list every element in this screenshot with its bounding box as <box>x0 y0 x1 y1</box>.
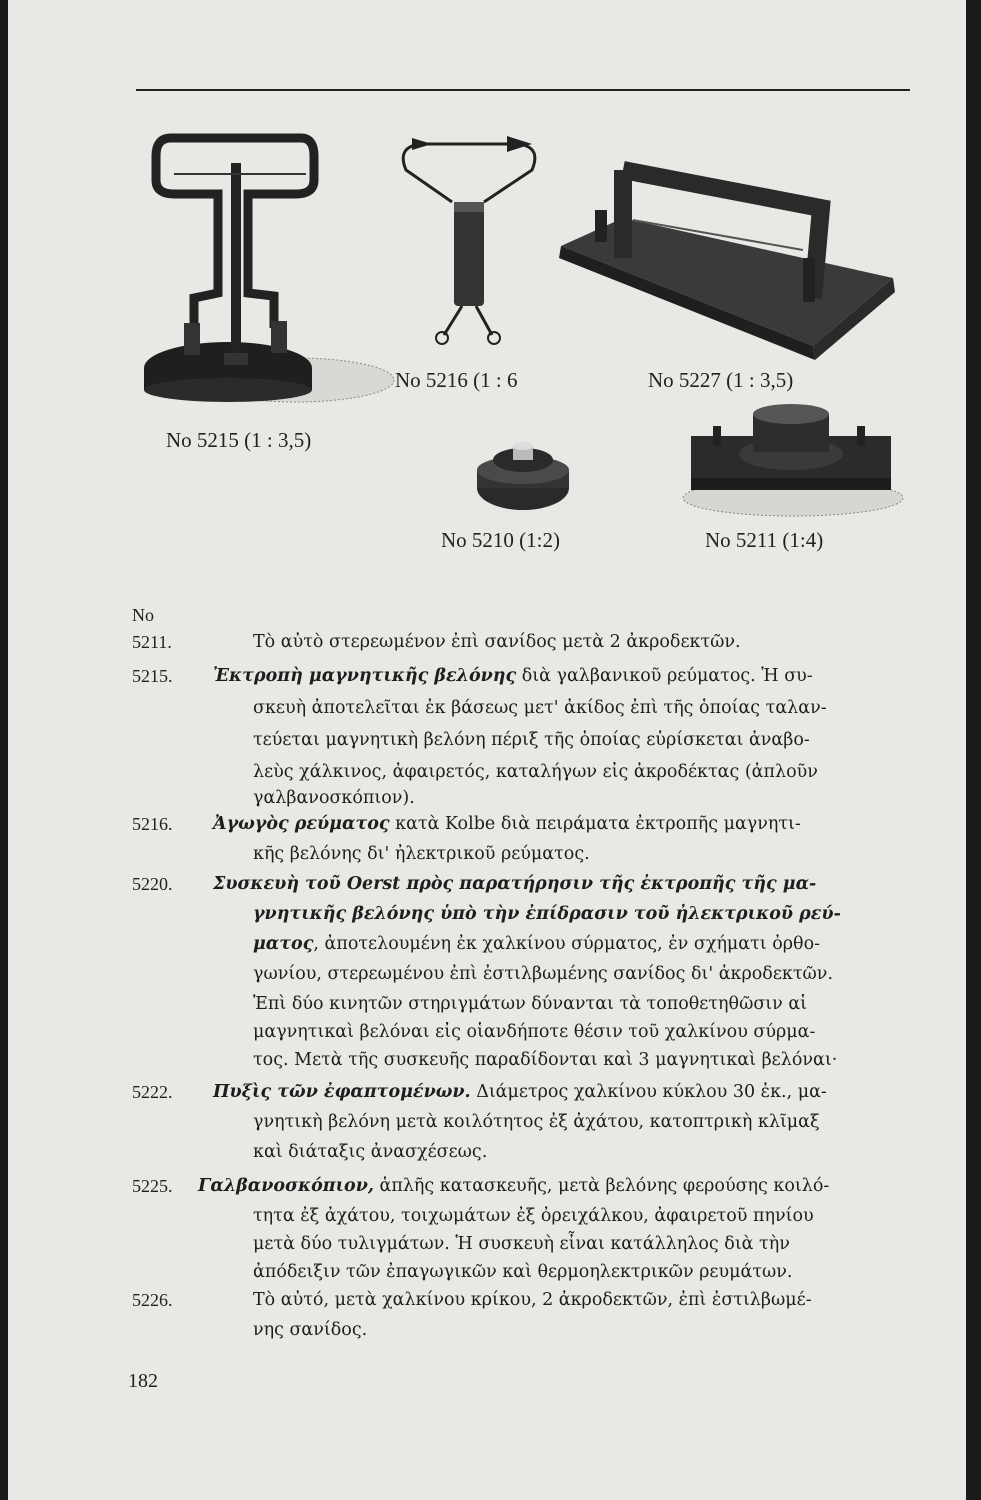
entry-line: Πυξὶς τῶν ἐφαπτομένων. Διάμετρος χαλκίνου κύκλου 30 ἐκ., μα- <box>213 1082 827 1102</box>
entry-line: Γαλβανοσκόπιον, ἁπλῆς κατασκευῆς, μετὰ βελόνης φερούσης κοιλό- <box>198 1176 830 1196</box>
entry-title: Γαλβανοσκόπιον, <box>198 1176 374 1196</box>
entry-line: Ἀγωγὸς ρεύματος κατὰ Kolbe διὰ πειράματα ἐκτροπῆς μαγνητι- <box>213 814 801 834</box>
figure-5210-illustration <box>473 436 573 516</box>
figure-5227-illustration <box>553 158 903 358</box>
entry-title: Πυξὶς τῶν ἐφαπτομένων. <box>213 1082 471 1102</box>
entry-line: τος. Μετὰ τῆς συσκευῆς παραδίδονται καὶ 3 μαγνητικαὶ βελόναι· <box>253 1050 838 1070</box>
entry-line: Τὸ αὐτὸ στερεωμένον ἐπὶ σανίδος μετὰ 2 ἀκροδεκτῶν. <box>253 632 741 652</box>
entry-number: 5211. <box>132 632 172 652</box>
entry-title: Ἐκτροπὴ μαγνητικῆς βελόνης <box>213 666 517 686</box>
entry-line: γνητικὴ βελόνη μετὰ κοιλότητος ἐξ ἀχάτου, κατοπτρικὴ κλῖμαξ <box>253 1112 820 1132</box>
entry-line: μετὰ δύο τυλιγμάτων. Ἡ συσκευὴ εἶναι κατάλληλος διὰ τὴν <box>253 1234 790 1254</box>
caption-5211: No 5211 (1:4) <box>705 528 824 552</box>
entry-line: τητα ἐξ ἀχάτου, τοιχωμάτων ἐξ ὀρειχάλκου, ἀφαιρετοῦ πηνίου <box>253 1206 814 1226</box>
entry-line: μαγνητικαὶ βελόναι εἰς οἱανδήποτε θέσιν τοῦ χαλκίνου σύρμα- <box>253 1022 816 1042</box>
entry-line: γωνίου, στερεωμένου ἐπὶ ἐστιλβωμένης σανίδος δι' ἀκροδεκτῶν. <box>253 964 834 984</box>
figure-5215-illustration <box>136 118 396 418</box>
figure-5216-illustration <box>392 130 552 355</box>
entry-line: γνητικῆς βελόνης ὑπὸ τὴν ἐπίδρασιν τοῦ ἠλεκτρικοῦ ρεύ- <box>253 904 841 924</box>
entry-number: 5225. <box>132 1176 173 1196</box>
entry-line: Ἐπὶ δύο κινητῶν στηριγμάτων δύνανται τὰ τοποθετηθῶσιν αἱ <box>253 994 808 1014</box>
entry-number: 5220. <box>132 874 173 894</box>
entry-number: 5222. <box>132 1082 173 1102</box>
entry-number: 5215. <box>132 666 173 686</box>
entry-line: Ἐκτροπὴ μαγνητικῆς βελόνης διὰ γαλβανικοῦ ρεύματος. Ἡ συ- <box>213 666 813 686</box>
entry-title: Συσκευὴ τοῦ Oerst πρὸς παρατήρησιν τῆς ἐκτροπῆς τῆς μα- <box>213 874 817 894</box>
entry-line: καὶ διάταξις ἀνασχέσεως. <box>253 1142 488 1162</box>
entry-line: τεύεται μαγνητικὴ βελόνη πέριξ τῆς ὁποίας εὑρίσκεται ἀναβο- <box>253 730 810 750</box>
entry-line: γαλβανοσκόπιον). <box>253 788 415 808</box>
entry-title: Ἀγωγὸς ρεύματος <box>213 814 390 834</box>
caption-5210: No 5210 (1:2) <box>441 528 560 552</box>
entry-line: σκευὴ ἀποτελεῖται ἐκ βάσεως μετ' ἀκίδος ἐπὶ τῆς ὁποίας ταλαν- <box>253 698 827 718</box>
entry-line: νης σανίδος. <box>253 1320 368 1340</box>
entry-number: 5226. <box>132 1290 173 1310</box>
top-rule <box>136 89 910 91</box>
caption-5227: No 5227 (1 : 3,5) <box>648 368 794 392</box>
page-number: 182 <box>128 1370 158 1392</box>
list-header: No <box>132 605 154 625</box>
entry-line: Τὸ αὐτό, μετὰ χαλκίνου κρίκου, 2 ἀκροδεκτῶν, ἐπὶ ἐστιλβωμέ- <box>253 1290 812 1310</box>
entry-line: κῆς βελόνης δι' ἠλεκτρικοῦ ρεύματος. <box>253 844 590 864</box>
entry-line: ἀπόδειξιν τῶν ἐπαγωγικῶν καὶ θερμοηλεκτρικῶν ρευμάτων. <box>253 1262 793 1282</box>
book-page <box>8 0 966 1500</box>
caption-5216: No 5216 (1 : 6 <box>395 368 518 392</box>
entry-line: ματος, ἀποτελουμένη ἐκ χαλκίνου σύρματος, ἐν σχήματι ὀρθο- <box>253 934 821 954</box>
entry-number: 5216. <box>132 814 173 834</box>
entry-line: λεὺς χάλκινος, ἀφαιρετός, καταλήγων εἰς ἀκροδέκτας (ἁπλοῦν <box>253 762 818 782</box>
figure-5211-illustration <box>673 400 903 520</box>
caption-5215: No 5215 (1 : 3,5) <box>166 428 312 452</box>
